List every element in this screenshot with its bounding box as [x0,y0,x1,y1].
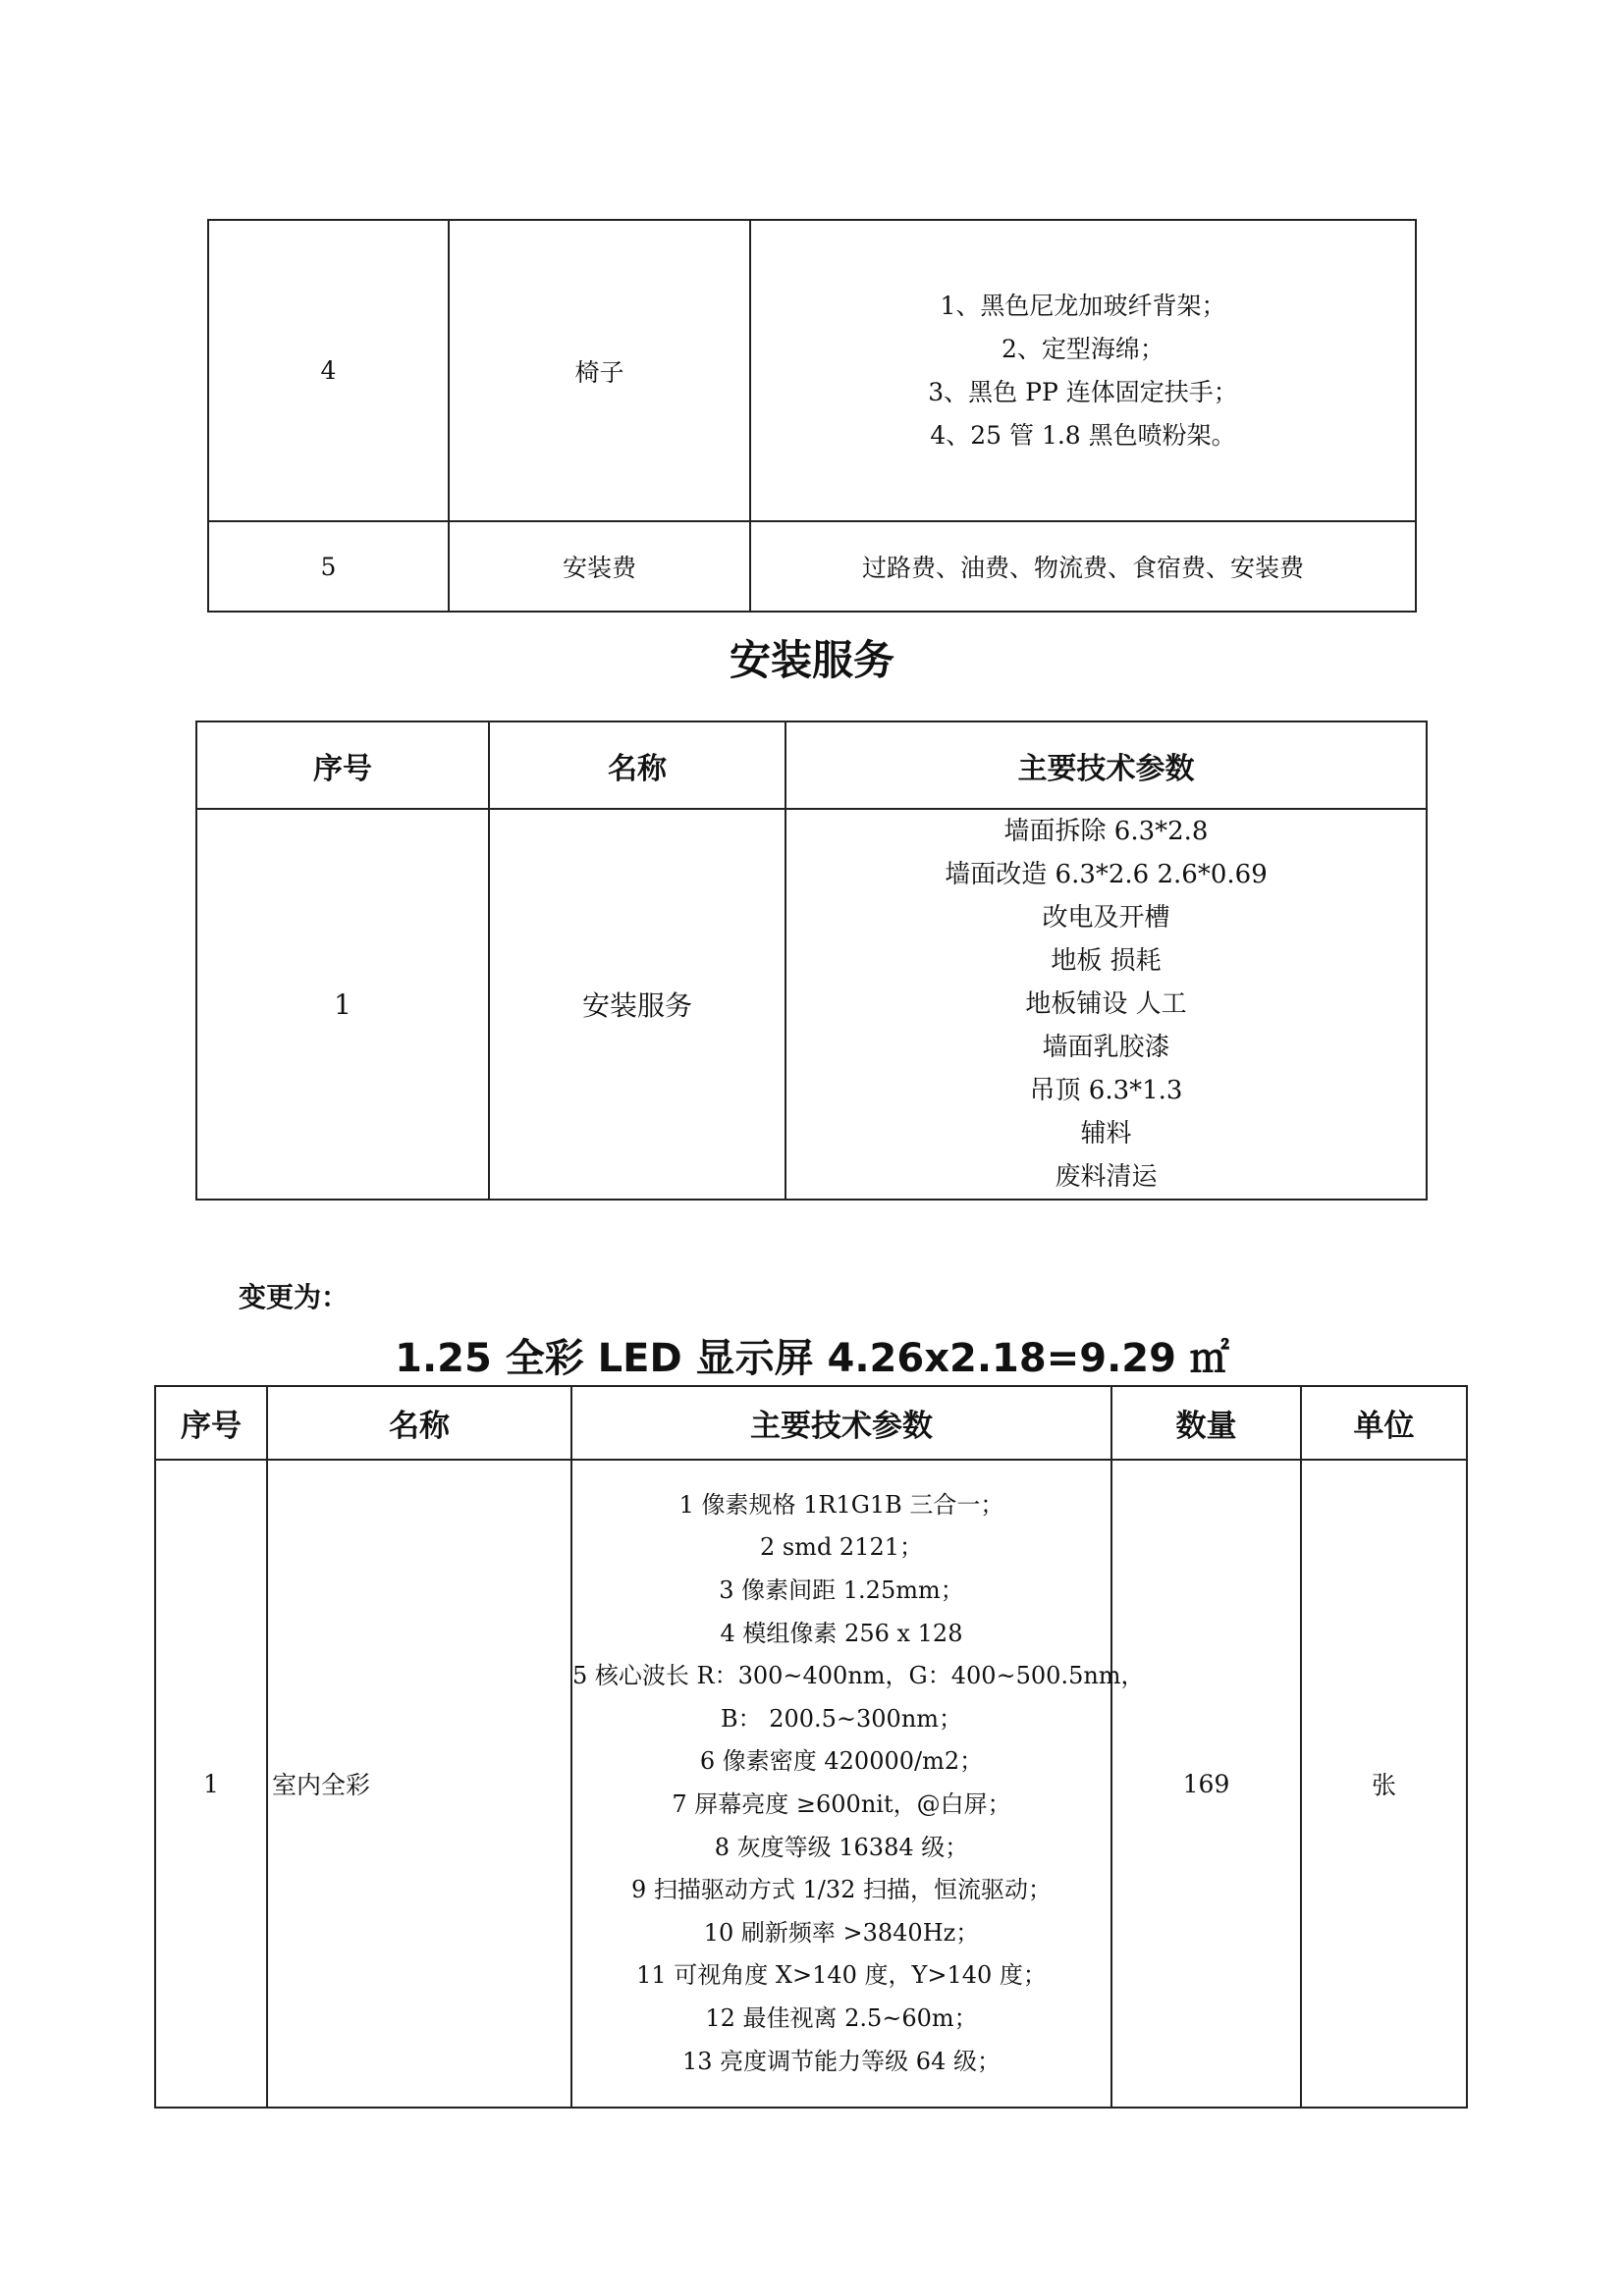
spec-line: 4 模组像素 256 x 128 [720,1619,963,1647]
spec-line: 改电及开槽 [1042,903,1170,933]
row-name: 椅子 [449,220,750,521]
spec-line: 地板 损耗 [1051,946,1162,976]
row-specs [785,809,1427,1200]
header-unit: 单位 [1301,1386,1467,1460]
spec-line: 6 像素密度 420000/m2； [699,1747,984,1776]
header-specs: 主要技术参数 [571,1386,1111,1460]
spec-line: 3、黑色 PP 连体固定扶手； [928,377,1238,406]
spec-line: 3 像素间距 1.25mm； [719,1576,964,1605]
table-row [208,220,1416,521]
spec-line: 吊顶 6.3*1.3 [1029,1076,1183,1105]
spec-line: 12 最佳视离 2.5~60m； [705,2003,978,2032]
row-name: 室内全彩 [267,1460,571,2108]
section-title: 安装服务 [729,636,894,684]
table-header-row [196,721,1427,809]
install-service-table [195,721,1428,1201]
table-row [208,521,1416,612]
furniture-table [207,219,1417,613]
spec-line: 2 smd 2121； [759,1533,924,1562]
spec-line: 辅料 [1080,1119,1132,1148]
header-index: 序号 [155,1386,267,1460]
row-name: 安装服务 [489,809,785,1200]
spec-line: 11 可视角度 X>140 度，Y>140 度； [636,1961,1047,1990]
row-specs: 过路费、油费、物流费、食宿费、安装费 [750,521,1416,612]
header-quantity: 数量 [1111,1386,1301,1460]
spec-line: 墙面改造 6.3*2.6 2.6*0.69 [945,860,1268,889]
row-specs [750,220,1416,521]
row-unit: 张 [1301,1460,1467,2108]
change-label: 变更为： [239,1281,350,1313]
header-specs: 主要技术参数 [785,721,1427,809]
row-specs [571,1460,1145,2108]
row-index: 4 [208,220,449,521]
spec-line: 地板铺设 人工 [1025,989,1187,1019]
spec-line: 5 核心波长 R：300~400nm，G：400~500.5nm， [572,1662,1145,1690]
spec-line: 10 刷新频率 >3840Hz； [703,1918,980,1947]
row-index: 5 [208,521,449,612]
spec-line: 8 灰度等级 16384 级； [714,1833,969,1861]
row-quantity: 169 [1111,1460,1301,2108]
section-title: 1.25 全彩 LED 显示屏 4.26x2.18=9.29 ㎡ [395,1336,1229,1381]
led-display-table [154,1385,1468,2109]
spec-line: 废料清运 [1055,1162,1158,1192]
spec-line: 13 亮度调节能力等级 64 级； [682,2047,1001,2075]
spec-line: 2、定型海绵； [1001,334,1164,363]
header-index: 序号 [196,721,489,809]
spec-line: 墙面乳胶漆 [1042,1033,1170,1062]
row-name: 安装费 [449,521,750,612]
spec-line: 9 扫描驱动方式 1/32 扫描，恒流驱动； [630,1876,1053,1904]
spec-line: 墙面拆除 6.3*2.8 [1003,817,1209,846]
spec-line: 1、黑色尼龙加玻纤背架； [940,291,1226,320]
row-index: 1 [155,1460,267,2108]
table-header-row [155,1386,1467,1460]
spec-line: B： 200.5~300nm； [720,1704,963,1733]
header-name: 名称 [267,1386,571,1460]
table-row [155,1460,1467,2108]
row-index: 1 [196,809,489,1200]
table-row [196,809,1427,1200]
spec-line: 7 屏幕亮度 ≥600nit，@白屏； [672,1790,1011,1818]
header-name: 名称 [489,721,785,809]
spec-line: 1 像素规格 1R1G1B 三合一； [678,1490,1004,1519]
spec-line: 4、25 管 1.8 黑色喷粉架。 [930,420,1236,450]
